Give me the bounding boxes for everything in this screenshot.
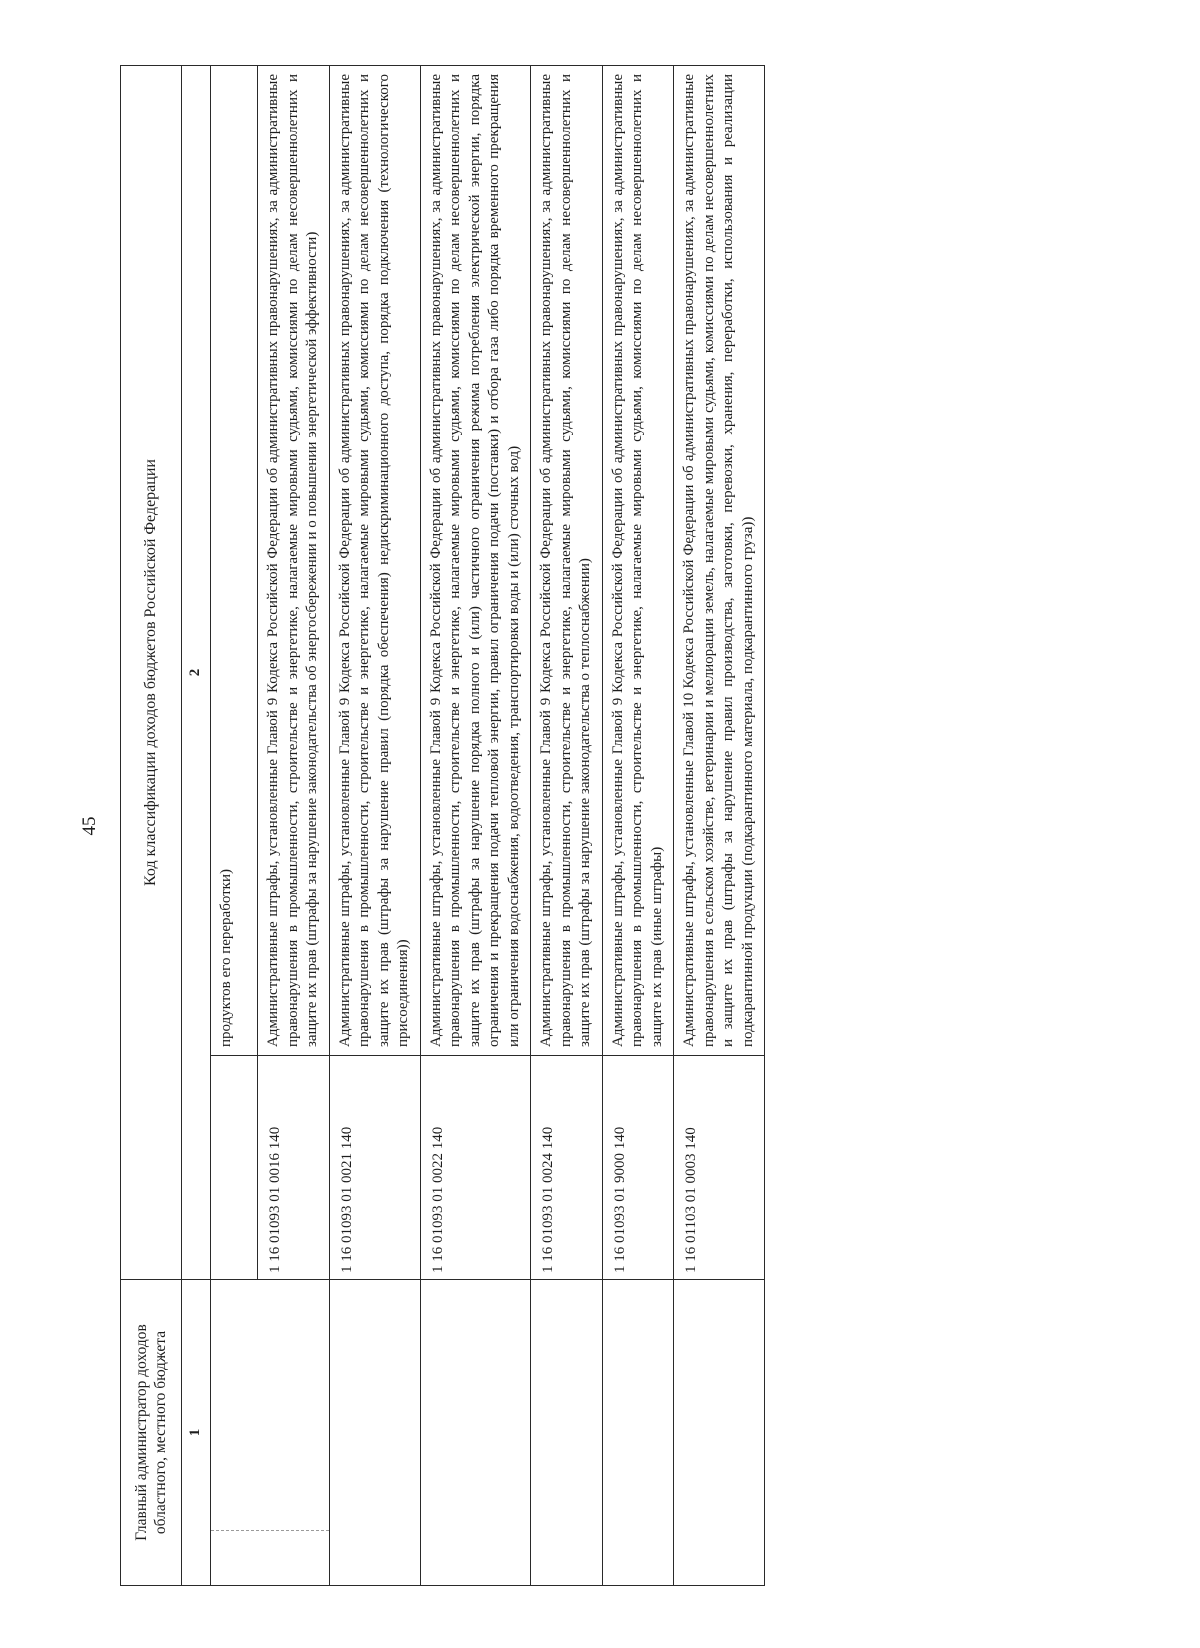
table-row	[211, 65, 258, 1585]
description-cell: Административные штрафы, установленные Главой 9 Кодекса Российской Федерации об административных правонарушениях, за административные правонарушения в промышленности, строительстве и энергетике, налагаемые мировыми судьями, комиссиями по делам несовершеннолетних и защите их прав (штрафы за нарушение законодательства о теплоснабжении)	[531, 65, 603, 1055]
column-number-1: 1	[182, 1280, 211, 1586]
table-row	[602, 65, 674, 1585]
description-cell: Административные штрафы, установленные Главой 9 Кодекса Российской Федерации об административных правонарушениях, за административные правонарушения в промышленности, строительстве и энергетике, налагаемые мировыми судьями, комиссиями по делам несовершеннолетних и защите их прав (штрафы за нарушение законодательства об энергосбережении и о повышении энергетической эффективности)	[258, 65, 330, 1055]
description-cell: Административные штрафы, установленные Главой 9 Кодекса Российской Федерации об административных правонарушениях, за административные правонарушения в промышленности, строительстве и энергетике, налагаемые мировыми судьями, комиссиями по делам несовершеннолетних и защите их прав (штрафы за нарушение правил (порядка обеспечения) недискриминационного доступа, порядка подключения (технологического присоединения))	[329, 65, 420, 1055]
page-number: 45	[79, 816, 100, 836]
admin-cell	[602, 1280, 674, 1586]
continuation-text: продуктов его переработки)	[211, 65, 258, 1055]
admin-cell	[211, 1280, 330, 1586]
admin-cell	[674, 1280, 765, 1586]
description-cell: Административные штрафы, установленные Главой 9 Кодекса Российской Федерации об административных правонарушениях, за административные правонарушения в промышленности, строительстве и энергетике, налагаемые мировыми судьями, комиссиями по делам несовершеннолетних и защите их прав (штрафы за нарушение порядка полного и (или) частичного ограничения режима потребления электрической энергии, порядка ограничения и прекращения подачи тепловой энергии, правил ограничения подачи (поставки) и отбора газа либо порядка временного прекращения или ограничения водоснабжения, водоотведения, транспортировки воды и (или) сточных вод)	[420, 65, 531, 1055]
table-row	[531, 65, 603, 1585]
column-number-2: 2	[182, 65, 211, 1279]
table-row	[420, 65, 531, 1585]
code-cell: 1 16 01103 01 0003 140	[674, 1056, 765, 1280]
code-cell: 1 16 01093 01 9000 140	[602, 1056, 674, 1280]
code-cell: 1 16 01093 01 0022 140	[420, 1056, 531, 1280]
header-admin: Главный администратор доходов областного, местного бюджета	[121, 1280, 182, 1586]
table-header-row	[121, 65, 182, 1585]
code-cell: 1 16 01093 01 0021 140	[329, 1056, 420, 1280]
header-classification: Код классификации доходов бюджетов Российской Федерации	[121, 65, 182, 1279]
admin-cell	[531, 1280, 603, 1586]
code-cell	[211, 1056, 258, 1280]
rotated-table-wrapper	[120, 66, 1140, 1586]
document-sheet	[120, 66, 1140, 1586]
admin-cell	[420, 1280, 531, 1586]
code-cell: 1 16 01093 01 0016 140	[258, 1056, 330, 1280]
table-row	[674, 65, 765, 1585]
table-row	[329, 65, 420, 1585]
description-cell: Административные штрафы, установленные Главой 9 Кодекса Российской Федерации об административных правонарушениях, за административные правонарушения в промышленности, строительстве и энергетике, налагаемые мировыми судьями, комиссиями по делам несовершеннолетних и защите их прав (иные штрафы)	[602, 65, 674, 1055]
description-cell: Административные штрафы, установленные Главой 10 Кодекса Российской Федерации об административных правонарушениях, за административные правонарушения в сельском хозяйстве, ветеринарии и мелиорации земель, налагаемые мировыми судьями, комиссиями по делам несовершеннолетних и защите их прав (штрафы за нарушение правил производства, заготовки, перевозки, хранения, переработки, использования и реализации подкарантинной продукции (подкарантинного материала, подкарантинного груза))	[674, 65, 765, 1055]
revenue-classification-table	[120, 65, 765, 1586]
column-number-row	[182, 65, 211, 1585]
admin-cell	[329, 1280, 420, 1586]
code-cell: 1 16 01093 01 0024 140	[531, 1056, 603, 1280]
